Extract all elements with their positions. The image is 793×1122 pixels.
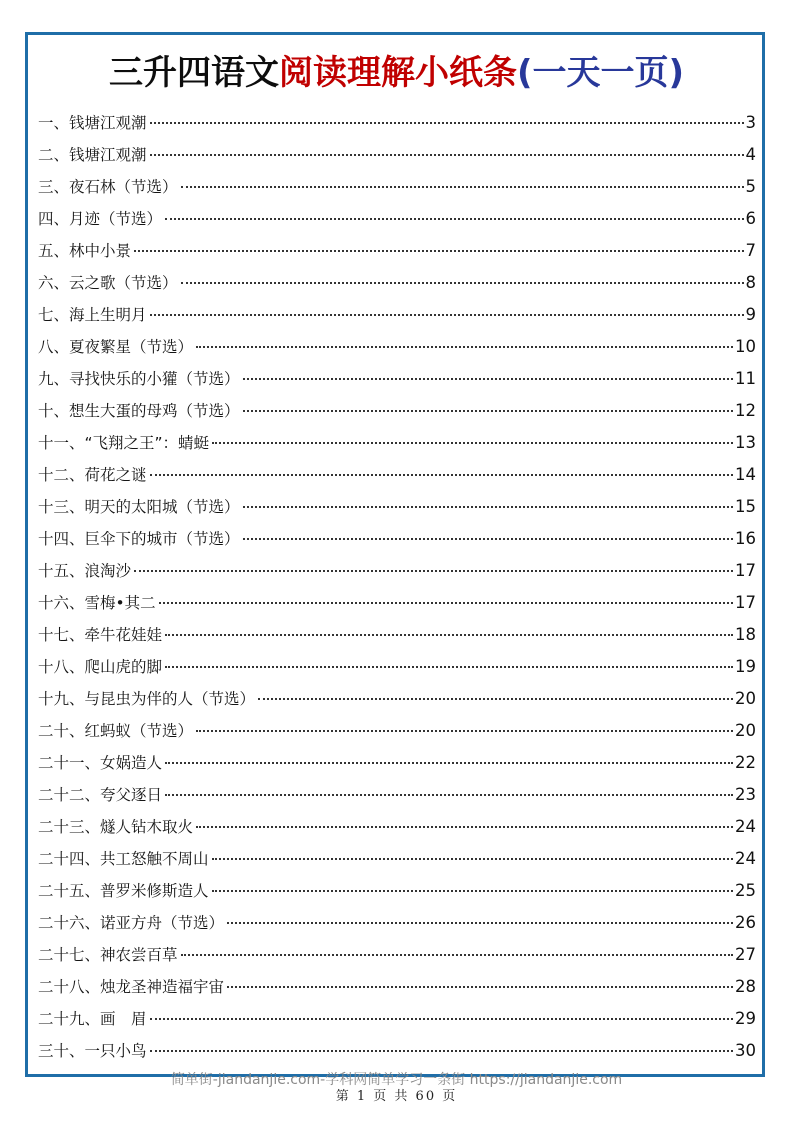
toc-entry[interactable] xyxy=(38,620,756,652)
toc-entry-title: 二、钱塘江观潮 xyxy=(38,146,147,164)
dot-leader xyxy=(150,313,744,316)
toc-entry[interactable] xyxy=(38,972,756,1004)
toc-entry-title: 五、林中小景 xyxy=(38,242,132,260)
toc-entry[interactable] xyxy=(38,780,756,812)
toc-entry-page: 9 xyxy=(745,305,756,324)
dot-leader xyxy=(227,921,733,924)
dot-leader xyxy=(150,473,733,476)
toc-entry[interactable] xyxy=(38,940,756,972)
page-number-footer: 第 1 页 共 60 页 xyxy=(335,1089,458,1104)
toc-entry-page: 18 xyxy=(735,625,756,644)
toc-entry-page: 22 xyxy=(735,753,756,772)
toc-entry[interactable] xyxy=(38,204,756,236)
title-frequency: (一天一页) xyxy=(516,53,685,93)
watermark-text: 简单街-jiandanjie.com-学科网简单学习一条街 https://jiandanjie.com xyxy=(170,1072,623,1088)
toc-entry-page: 27 xyxy=(735,945,756,964)
dot-leader xyxy=(181,281,744,284)
toc-entry[interactable] xyxy=(38,524,756,556)
toc-entry-title: 十四、巨伞下的城市（节选） xyxy=(38,530,240,548)
dot-leader xyxy=(243,505,733,508)
toc-entry-title: 四、月迹（节选） xyxy=(38,210,163,228)
toc-entry-title: 二十一、女娲造人 xyxy=(38,754,163,772)
toc-entry[interactable] xyxy=(38,492,756,524)
title-topic: 阅读理解小纸条 xyxy=(278,53,517,93)
toc-entry[interactable] xyxy=(38,844,756,876)
document-title xyxy=(0,50,793,96)
dot-leader xyxy=(181,185,744,188)
dot-leader xyxy=(212,441,733,444)
dot-leader xyxy=(196,729,733,732)
toc-entry[interactable] xyxy=(38,652,756,684)
dot-leader xyxy=(196,825,733,828)
toc-entry-title: 二十六、诺亚方舟（节选） xyxy=(38,914,225,932)
dot-leader xyxy=(227,985,733,988)
toc-entry[interactable] xyxy=(38,300,756,332)
toc-entry-title: 十五、浪淘沙 xyxy=(38,562,132,580)
dot-leader xyxy=(181,953,733,956)
toc-entry-title: 一、钱塘江观潮 xyxy=(38,114,147,132)
toc-entry-page: 19 xyxy=(735,657,756,676)
toc-entry[interactable] xyxy=(38,748,756,780)
toc-entry-page: 17 xyxy=(735,561,756,580)
toc-entry[interactable] xyxy=(38,140,756,172)
toc-entry[interactable] xyxy=(38,428,756,460)
toc-entry-title: 六、云之歌（节选） xyxy=(38,274,178,292)
toc-entry-page: 20 xyxy=(735,721,756,740)
toc-entry[interactable] xyxy=(38,908,756,940)
toc-entry-page: 16 xyxy=(735,529,756,548)
dot-leader xyxy=(258,697,733,700)
toc-entry-page: 30 xyxy=(735,1041,756,1060)
toc-entry-page: 14 xyxy=(735,465,756,484)
dot-leader xyxy=(150,1017,733,1020)
toc-entry-page: 5 xyxy=(745,177,756,196)
toc-entry-title: 七、海上生明月 xyxy=(38,306,147,324)
toc-entry-title: 八、夏夜繁星（节选） xyxy=(38,338,194,356)
toc-entry-title: 十七、牵牛花娃娃 xyxy=(38,626,163,644)
toc-entry-title: 二十五、普罗米修斯造人 xyxy=(38,882,209,900)
toc-entry[interactable] xyxy=(38,268,756,300)
toc-entry-page: 24 xyxy=(735,849,756,868)
toc-entry[interactable] xyxy=(38,460,756,492)
toc-entry[interactable] xyxy=(38,332,756,364)
toc-entry-page: 17 xyxy=(735,593,756,612)
dot-leader xyxy=(243,537,733,540)
toc-entry-page: 8 xyxy=(745,273,756,292)
dot-leader xyxy=(212,889,733,892)
toc-entry-title: 三、夜石林（节选） xyxy=(38,178,178,196)
dot-leader xyxy=(165,633,733,636)
toc-entry-page: 12 xyxy=(735,401,756,420)
dot-leader xyxy=(243,409,733,412)
toc-entry-page: 25 xyxy=(735,881,756,900)
toc-entry[interactable] xyxy=(38,1036,756,1068)
toc-entry-title: 十二、荷花之谜 xyxy=(38,466,147,484)
toc-entry-page: 20 xyxy=(735,689,756,708)
toc-entry[interactable] xyxy=(38,716,756,748)
toc-entry-title: 二十二、夸父逐日 xyxy=(38,786,163,804)
dot-leader xyxy=(165,761,733,764)
toc-entry[interactable] xyxy=(38,364,756,396)
toc-entry-page: 4 xyxy=(745,145,756,164)
title-grade-subject: 三升四语文 xyxy=(108,53,279,93)
toc-entry-title: 十六、雪梅•其二 xyxy=(38,594,156,612)
dot-leader xyxy=(243,377,733,380)
dot-leader xyxy=(165,217,743,220)
toc-entry-title: 十九、与昆虫为伴的人（节选） xyxy=(38,690,256,708)
dot-leader xyxy=(212,857,733,860)
toc-entry[interactable] xyxy=(38,172,756,204)
toc-entry-title: 三十、一只小鸟 xyxy=(38,1042,147,1060)
toc-entry-title: 二十三、燧人钻木取火 xyxy=(38,818,194,836)
dot-leader xyxy=(165,665,733,668)
dot-leader xyxy=(134,249,743,252)
toc-entry-page: 6 xyxy=(745,209,756,228)
toc-entry[interactable] xyxy=(38,812,756,844)
toc-entry-title: 二十、红蚂蚁（节选） xyxy=(38,722,194,740)
table-of-contents xyxy=(38,108,756,1068)
toc-entry-page: 24 xyxy=(735,817,756,836)
toc-entry-page: 28 xyxy=(735,977,756,996)
toc-entry-page: 10 xyxy=(735,337,756,356)
toc-entry-title: 十三、明天的太阳城（节选） xyxy=(38,498,240,516)
toc-entry-title: 二十四、共工怒触不周山 xyxy=(38,850,209,868)
toc-entry-page: 29 xyxy=(735,1009,756,1028)
toc-entry-title: 二十九、画 眉 xyxy=(38,1010,147,1028)
toc-entry-page: 15 xyxy=(735,497,756,516)
dot-leader xyxy=(150,153,744,156)
dot-leader xyxy=(134,569,733,572)
dot-leader xyxy=(159,601,733,604)
toc-entry-title: 十一、“飞翔之王”：蜻蜓 xyxy=(38,434,210,452)
toc-entry[interactable] xyxy=(38,108,756,140)
toc-entry[interactable] xyxy=(38,1004,756,1036)
toc-entry-page: 7 xyxy=(745,241,756,260)
dot-leader xyxy=(150,121,744,124)
toc-entry-page: 23 xyxy=(735,785,756,804)
toc-entry-title: 二十八、烛龙圣神造福宇宙 xyxy=(38,978,225,996)
toc-entry-page: 26 xyxy=(735,913,756,932)
toc-entry[interactable] xyxy=(38,588,756,620)
toc-entry[interactable] xyxy=(38,236,756,268)
toc-entry-title: 十八、爬山虎的脚 xyxy=(38,658,163,676)
toc-entry-title: 十、想生大蛋的母鸡（节选） xyxy=(38,402,240,420)
toc-entry[interactable] xyxy=(38,684,756,716)
toc-entry-title: 九、寻找快乐的小獾（节选） xyxy=(38,370,240,388)
toc-entry-page: 13 xyxy=(735,433,756,452)
toc-entry[interactable] xyxy=(38,876,756,908)
toc-entry-title: 二十七、神农尝百草 xyxy=(38,946,178,964)
toc-entry[interactable] xyxy=(38,396,756,428)
dot-leader xyxy=(150,1049,733,1052)
dot-leader xyxy=(196,345,733,348)
toc-entry-page: 3 xyxy=(745,113,756,132)
dot-leader xyxy=(165,793,733,796)
toc-entry[interactable] xyxy=(38,556,756,588)
toc-entry-page: 11 xyxy=(735,369,756,388)
